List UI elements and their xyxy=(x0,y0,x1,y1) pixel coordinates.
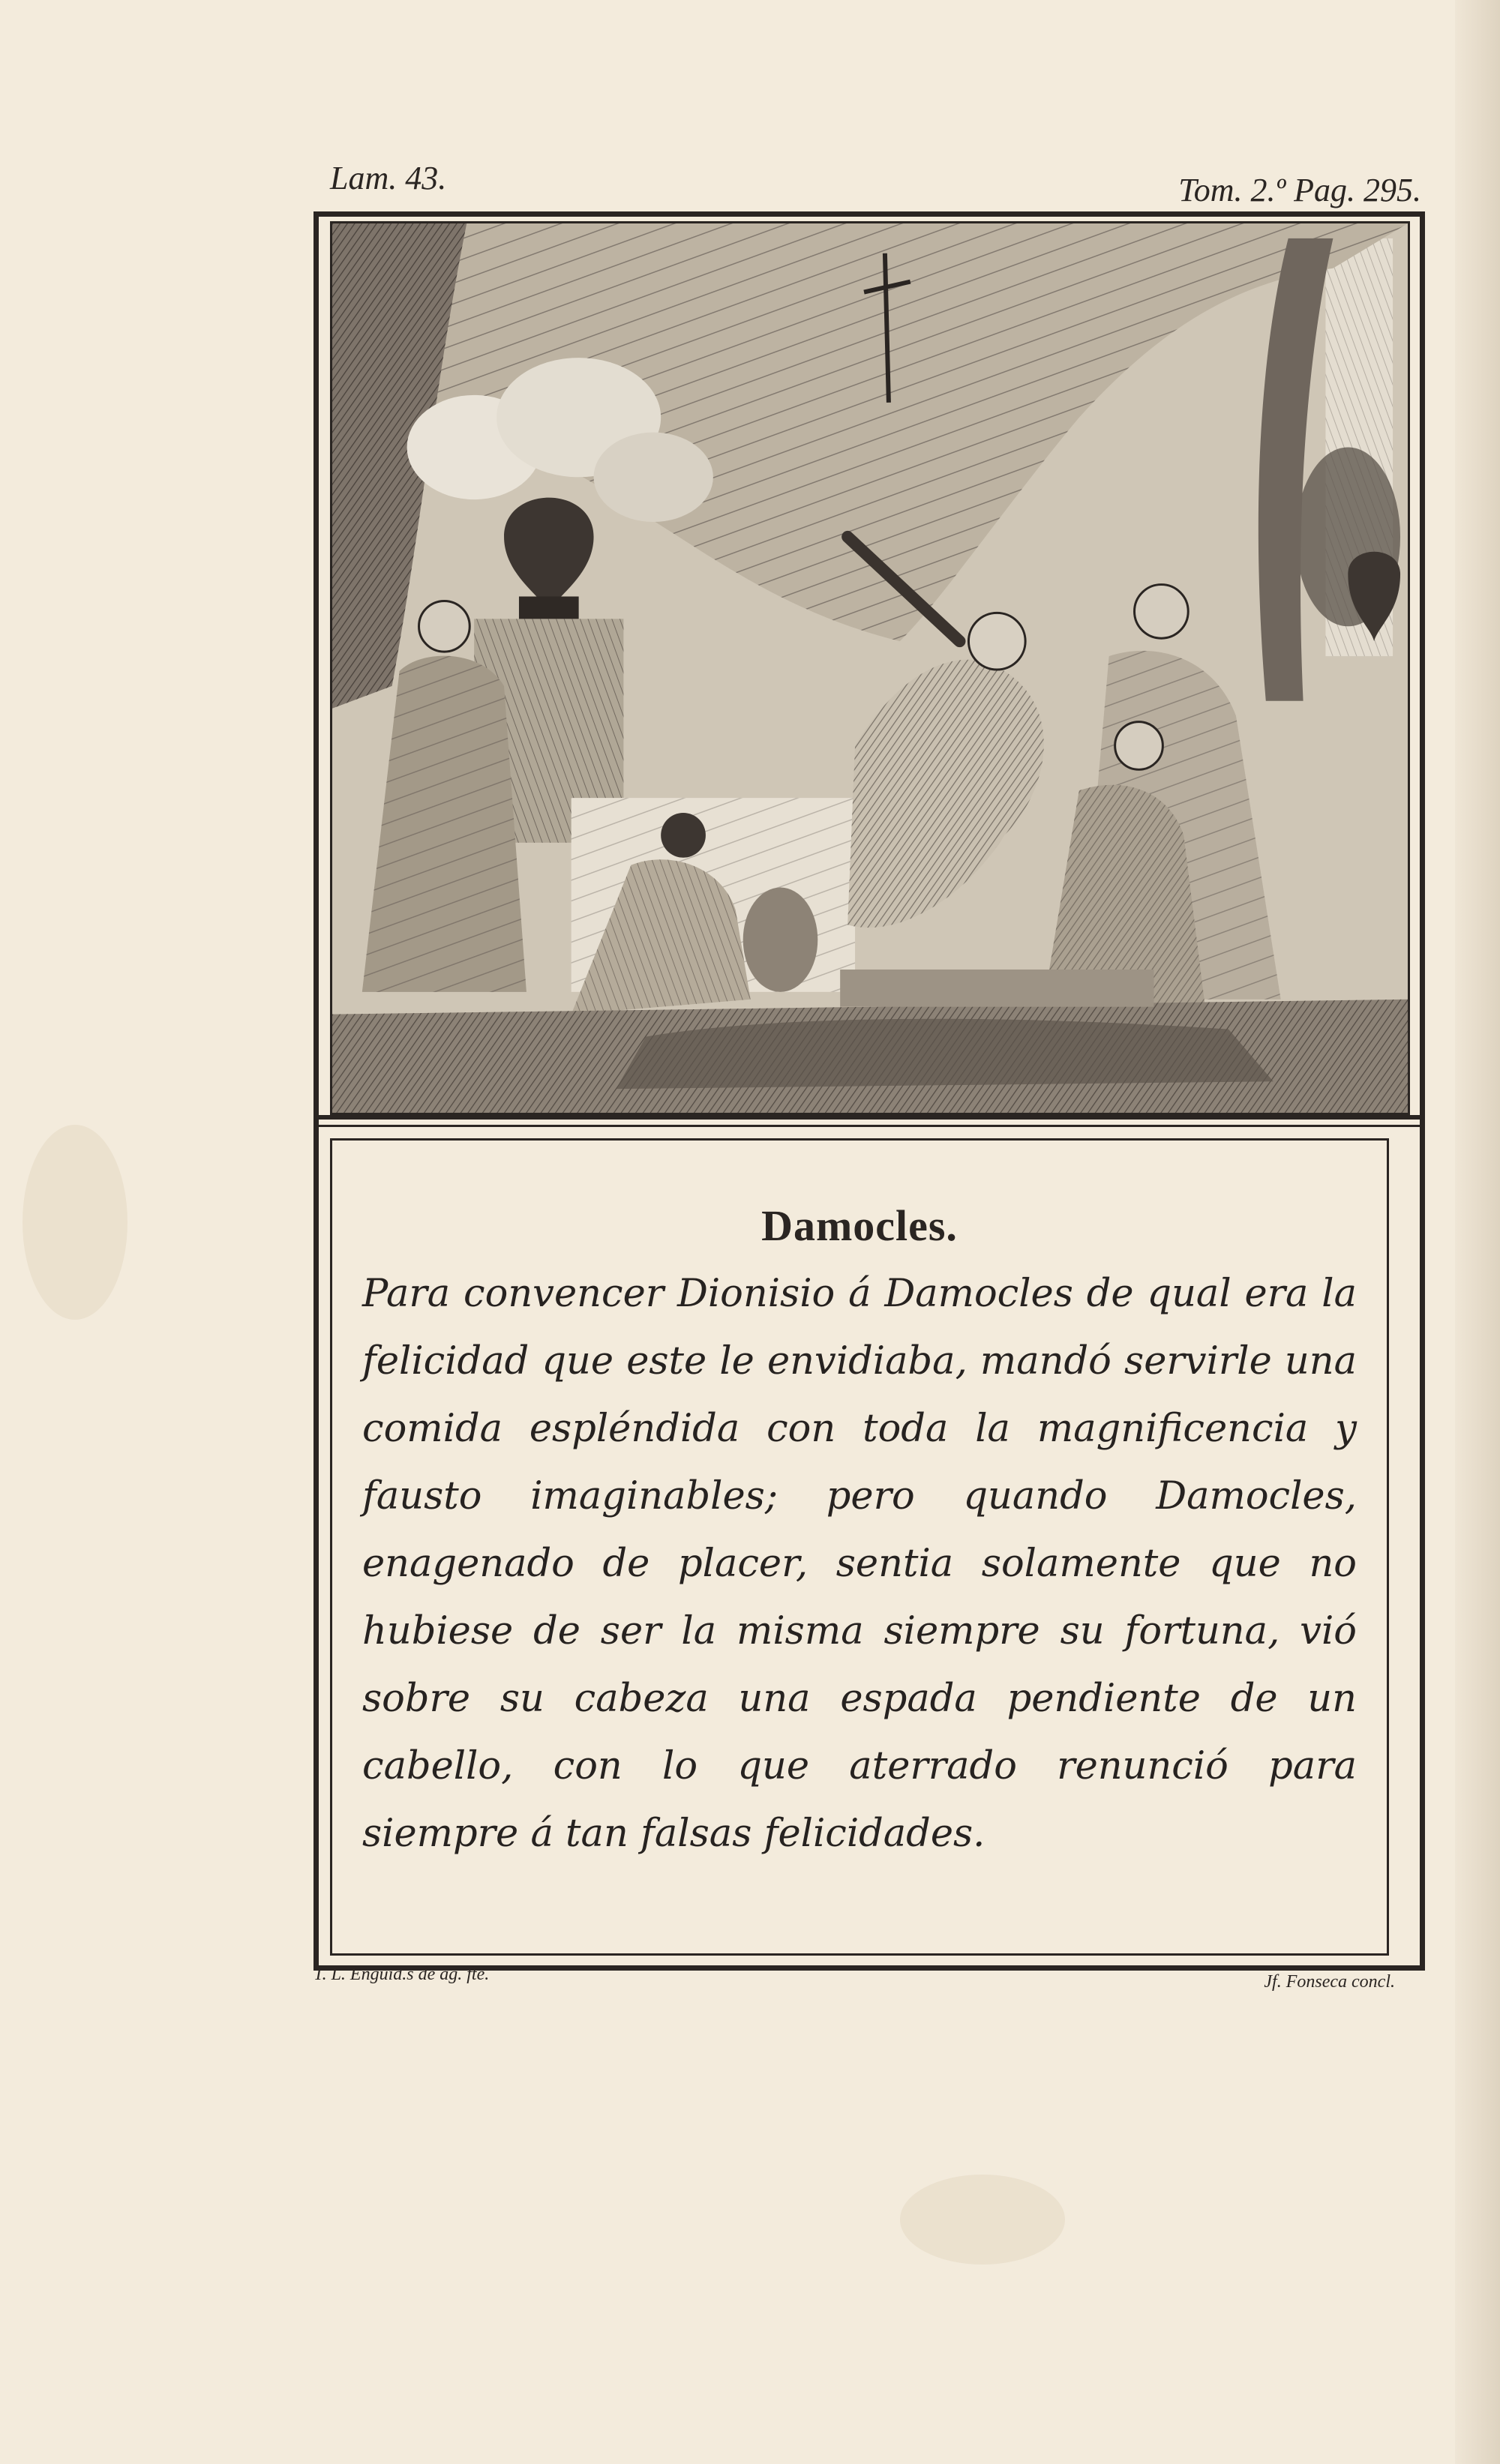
plate-number: Lam. 43. xyxy=(330,160,447,196)
paper-edge xyxy=(1455,0,1500,2464)
volume-page: Tom. 2.º Pag. 295. xyxy=(1178,172,1421,208)
paper-stain xyxy=(22,1125,128,1320)
plate-caption: Para convencer Dionisio á Damocles de qual era la felicidad que este le envidiaba, mandó servirle una comida espléndida con toda la magnificencia y fausto imaginables; pero quando Damocles, enagenado de placer, sentia solamente que no hubiese de ser la misma siempre su fortuna, vió sobre su cabeza una espada pendiente de un cabello, con lo que aterrado renunció para siempre á tan falsas felicidades. xyxy=(362,1272,1357,1856)
panel-divider xyxy=(314,1115,1425,1127)
engraving-illustration xyxy=(330,221,1410,1115)
plate-title: Damocles. xyxy=(761,1201,958,1250)
engraver-credit-left: T. L. Enguid.s de ag. fte. xyxy=(314,1965,490,1984)
caption-panel xyxy=(330,1138,1389,1956)
engraver-credit-right: Jf. Fonseca concl. xyxy=(1264,1972,1395,1992)
paper-stain xyxy=(900,2175,1065,2265)
banquet-scene-illustration xyxy=(332,223,1408,1113)
